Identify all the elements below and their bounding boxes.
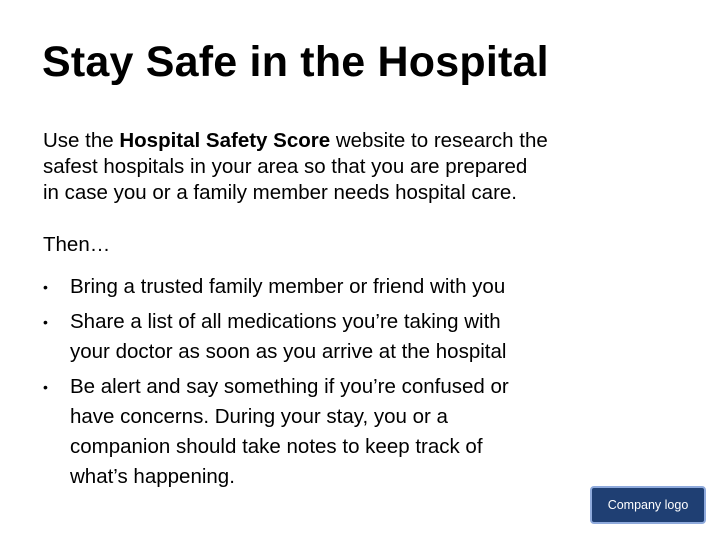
bullet-text: what’s happening. (70, 465, 235, 488)
intro-line-3: in case you or a family member needs hospital care. (43, 181, 518, 204)
bullet-item-be-alert (43, 372, 703, 492)
bullet-item-bring-companion (43, 272, 703, 302)
bullet-dot: • (43, 314, 48, 330)
bullet-dot: • (43, 379, 48, 395)
hospital-safety-score-highlight: Hospital Safety Score (119, 129, 331, 152)
bullet-text: Bring a trusted family member or friend with you (70, 275, 506, 298)
intro-line-2: safest hospitals in your area so that you are prepared (43, 155, 528, 178)
bullet-text: Share a list of all medications you’re taking with (70, 310, 501, 333)
slide-title: Stay Safe in the Hospital (42, 38, 549, 86)
bullet-list (43, 272, 703, 497)
bullet-text: companion should take notes to keep track of (70, 435, 483, 458)
bullet-item-share-medications (43, 307, 703, 367)
intro-line-1-rest: website to research the (330, 129, 548, 152)
intro-line-1 (43, 128, 693, 154)
intro-paragraph (43, 128, 693, 206)
bullet-dot: • (43, 279, 48, 295)
bullet-text: have concerns. During your stay, you or a (70, 405, 448, 428)
company-logo-placeholder: Company logo (590, 486, 706, 524)
bullet-text: your doctor as soon as you arrive at the hospital (70, 340, 507, 363)
bullet-text: Be alert and say something if you’re confused or (70, 375, 509, 398)
then-label: Then… (43, 233, 111, 256)
intro-prefix: Use the (43, 129, 120, 152)
